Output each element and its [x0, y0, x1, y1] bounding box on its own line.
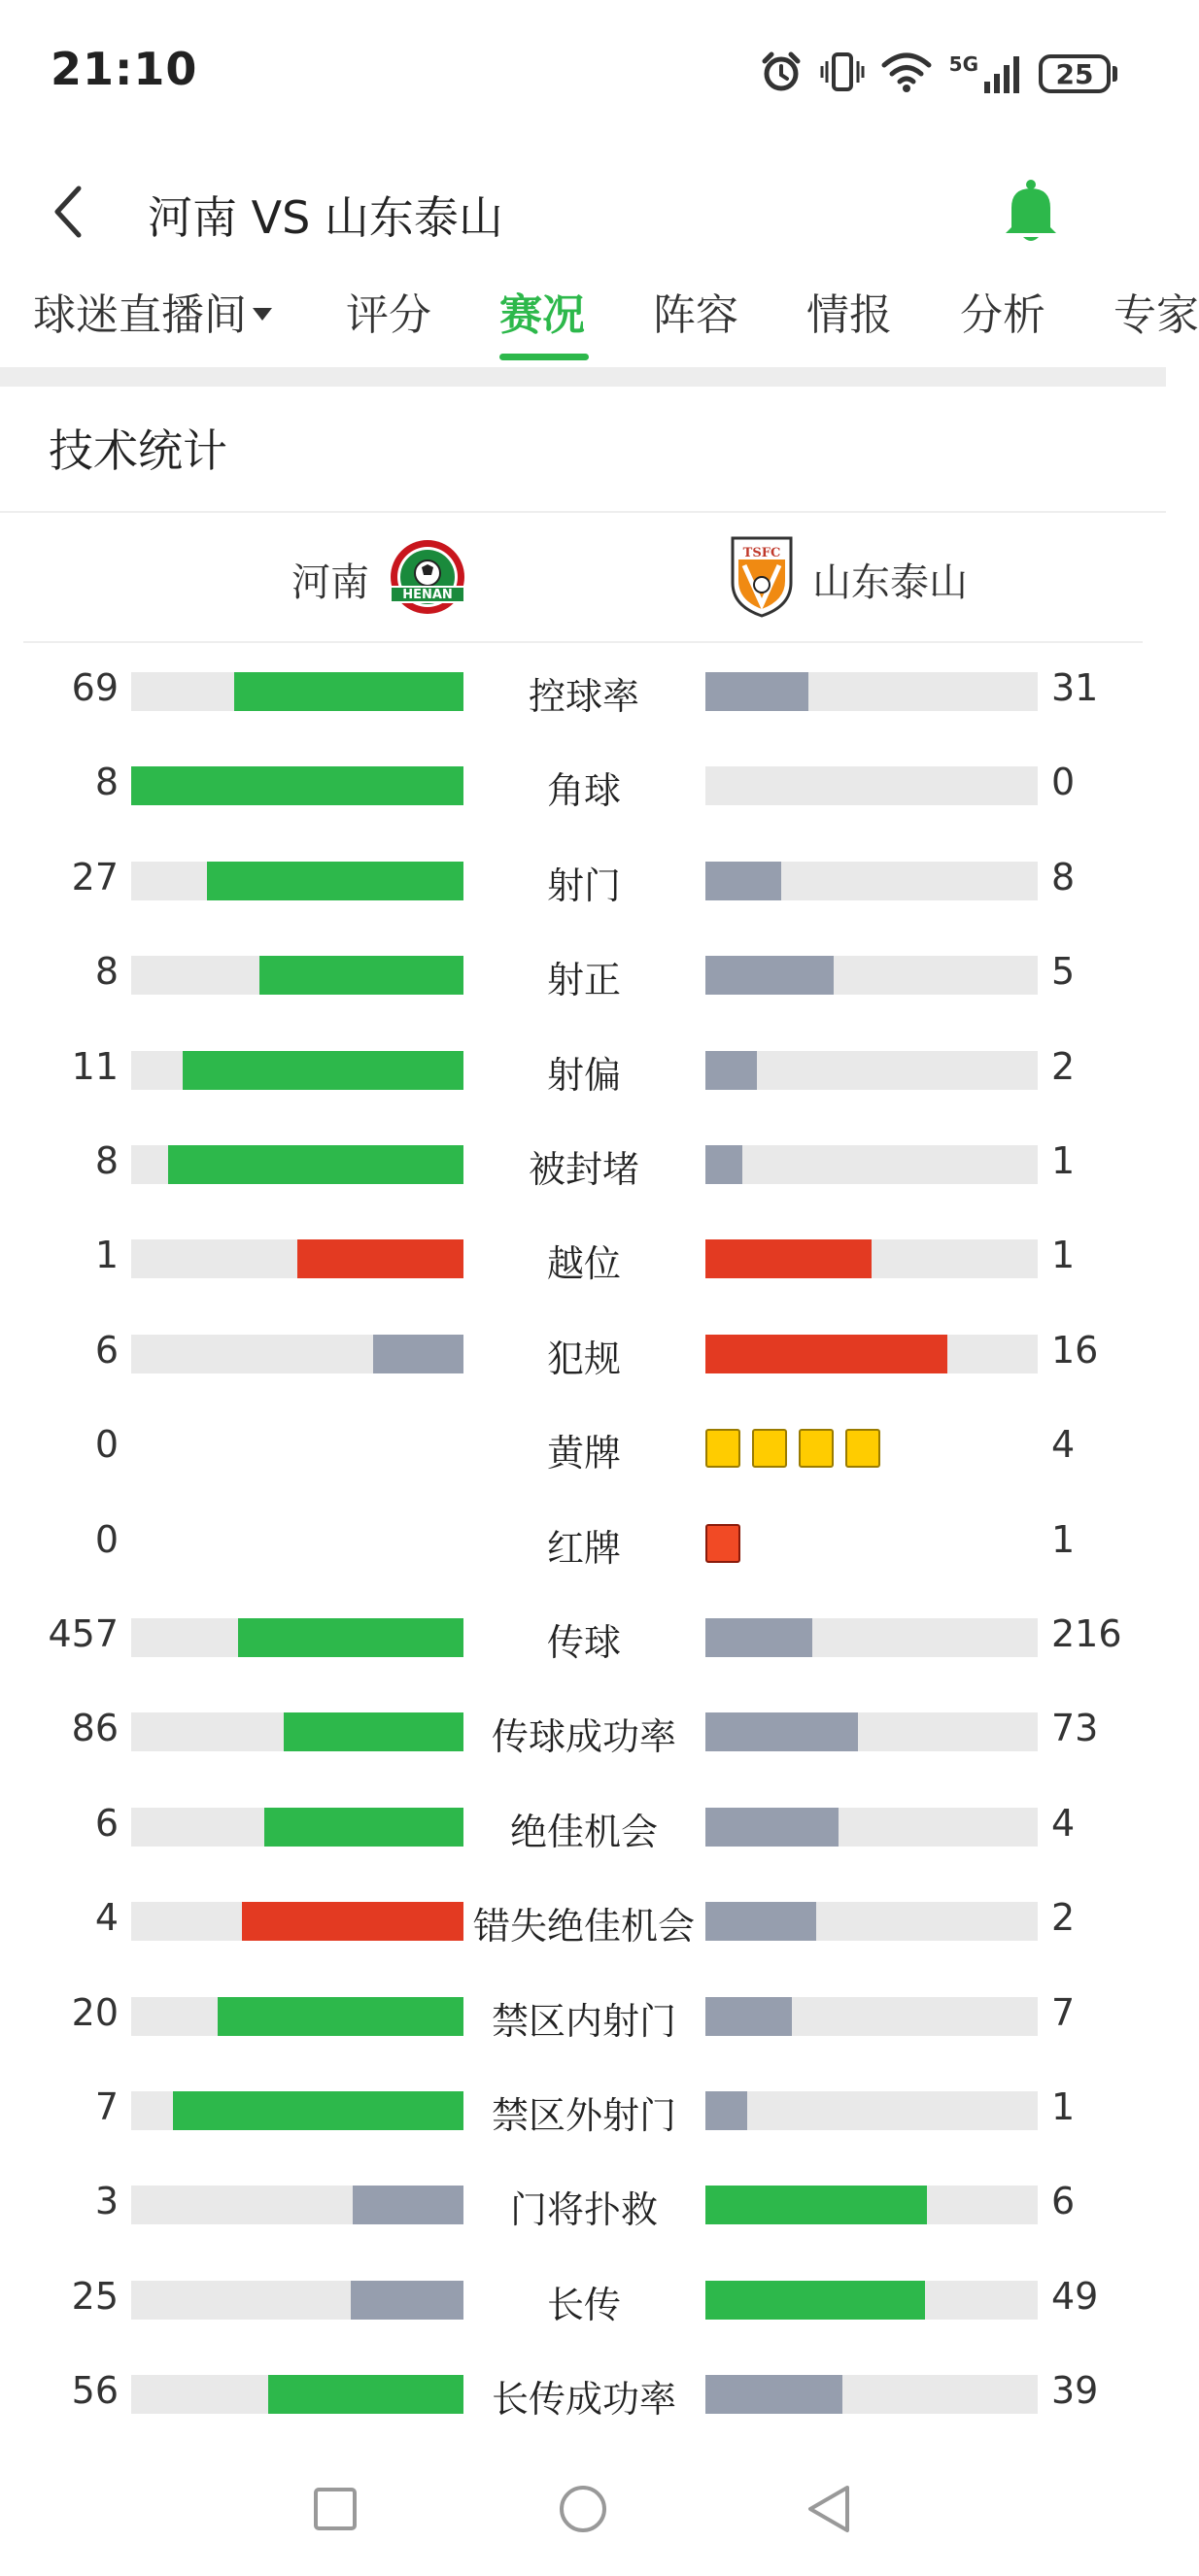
away-bar-fill [705, 2091, 747, 2130]
away-value: 1 [1051, 1517, 1076, 1561]
home-team-name: 河南 [291, 559, 369, 605]
tab-bar [0, 260, 1199, 367]
home-bar-track [131, 2281, 463, 2320]
home-value: 8 [94, 761, 119, 804]
tab-match-status[interactable]: 赛况 [499, 290, 585, 340]
away-bar-fill [705, 2281, 925, 2320]
away-bar-fill [705, 1239, 872, 1278]
divider [0, 511, 1166, 513]
stat-label: 犯规 [546, 1337, 621, 1380]
away-value: 49 [1051, 2274, 1099, 2318]
stat-row [0, 1873, 1166, 1966]
home-team-header [291, 540, 466, 618]
stat-label: 绝佳机会 [509, 1810, 658, 1853]
away-bar-fill [705, 672, 808, 711]
away-value: 2 [1051, 1044, 1076, 1088]
yellow-card-icon [705, 1429, 740, 1468]
away-value: 2 [1051, 1896, 1076, 1940]
stat-label: 黄牌 [546, 1432, 621, 1475]
home-bar-track [131, 1335, 463, 1373]
bell-icon [1002, 179, 1060, 249]
stat-label: 射偏 [546, 1053, 621, 1097]
stat-label: 错失绝佳机会 [472, 1905, 695, 1949]
tab-label: 球迷直播间 [33, 290, 247, 340]
battery-level: 25 [1039, 54, 1111, 93]
away-value: 8 [1051, 855, 1076, 898]
home-bar-fill [131, 766, 463, 805]
away-bar-fill [705, 1997, 792, 2036]
stat-row [0, 737, 1166, 830]
away-cards [705, 1524, 740, 1563]
away-bar-fill [705, 862, 781, 900]
stat-row [0, 1210, 1166, 1304]
home-bar-fill [242, 1902, 463, 1941]
status-bar [0, 0, 1166, 146]
home-bar-track [131, 1808, 463, 1847]
chevron-left-icon [51, 185, 85, 243]
away-bar-track [705, 1145, 1038, 1184]
away-value: 4 [1051, 1423, 1076, 1467]
away-team-header [731, 536, 968, 622]
home-bar-track [131, 2186, 463, 2224]
away-value: 6 [1051, 2180, 1076, 2223]
page-title: 河南 VS 山东泰山 [148, 191, 503, 244]
yellow-card-icon [845, 1429, 880, 1468]
tab-lineup[interactable]: 阵容 [653, 290, 738, 340]
recent-apps-button[interactable] [301, 2477, 369, 2545]
stat-row [0, 1022, 1166, 1115]
away-team-name: 山东泰山 [812, 559, 968, 605]
home-bar-track [131, 672, 463, 711]
away-value: 7 [1051, 1990, 1076, 2034]
home-bar-track [131, 1712, 463, 1751]
home-value: 56 [71, 2369, 119, 2413]
stat-row [0, 1968, 1166, 2061]
home-bar-fill [259, 956, 463, 995]
active-tab-indicator [499, 354, 589, 360]
away-bar-track [705, 2375, 1038, 2414]
home-bar-fill [183, 1051, 463, 1090]
stat-row [0, 1495, 1166, 1588]
tab-fan-live[interactable] [33, 280, 272, 342]
stat-label: 控球率 [528, 675, 639, 718]
stat-row [0, 1116, 1166, 1209]
away-bar-fill [705, 2186, 927, 2224]
home-bar-track [131, 1902, 463, 1941]
away-bar-fill [705, 2375, 842, 2414]
away-bar-track [705, 1618, 1038, 1657]
home-bar-track [131, 1618, 463, 1657]
home-value: 0 [94, 1423, 119, 1467]
home-bar-track [131, 862, 463, 900]
away-bar-fill [705, 1145, 742, 1184]
home-bar-track [131, 2375, 463, 2414]
stat-label: 传球 [546, 1621, 621, 1664]
stat-label: 射门 [546, 864, 621, 907]
home-bar-track [131, 1051, 463, 1090]
stat-row [0, 2156, 1166, 2250]
away-bar-track [705, 862, 1038, 900]
stat-row [0, 832, 1166, 926]
away-bar-track [705, 1902, 1038, 1941]
home-value: 69 [71, 666, 119, 709]
away-value: 1 [1051, 2085, 1076, 2128]
home-value: 6 [94, 1801, 119, 1845]
stat-label: 射正 [546, 959, 621, 1002]
away-value: 1 [1051, 1234, 1076, 1277]
home-button[interactable] [549, 2477, 617, 2545]
away-cards [705, 1429, 880, 1468]
stat-row [0, 1683, 1166, 1777]
home-bar-fill [353, 2186, 463, 2224]
henan-logo [389, 538, 466, 620]
away-value: 73 [1051, 1707, 1099, 1750]
home-bar-track [131, 1997, 463, 2036]
section-title: 技术统计 [49, 424, 227, 477]
home-value: 457 [48, 1612, 119, 1655]
tsfc-logo-text: TSFC [742, 546, 781, 560]
tab-analysis[interactable]: 分析 [960, 290, 1045, 340]
away-bar-track [705, 2091, 1038, 2130]
home-bar-fill [238, 1618, 463, 1657]
away-value: 216 [1051, 1612, 1122, 1655]
away-value: 39 [1051, 2369, 1099, 2413]
away-bar-fill [705, 1712, 858, 1751]
stat-label: 红牌 [546, 1526, 621, 1570]
away-bar-fill [705, 1618, 812, 1657]
stat-row [0, 927, 1166, 1020]
section-divider [0, 367, 1166, 387]
away-value: 16 [1051, 1328, 1099, 1372]
home-bar-track [131, 766, 463, 805]
away-value: 1 [1051, 1139, 1076, 1182]
alarm-icon [759, 50, 804, 98]
away-bar-track [705, 1335, 1038, 1373]
home-value: 4 [94, 1896, 119, 1940]
stat-label: 门将扑救 [509, 2188, 658, 2232]
stat-label: 被封堵 [528, 1148, 639, 1191]
home-bar-fill [268, 2375, 463, 2414]
tab-intel[interactable]: 情报 [806, 290, 892, 340]
home-bar-fill [264, 1808, 463, 1847]
away-value: 5 [1051, 950, 1076, 994]
away-bar-fill [705, 1051, 757, 1090]
home-value: 3 [94, 2180, 119, 2223]
stat-label: 越位 [546, 1242, 621, 1286]
home-value: 27 [71, 855, 119, 898]
caret-down-icon [253, 308, 272, 321]
away-value: 0 [1051, 761, 1076, 804]
home-bar-fill [234, 672, 463, 711]
home-value: 6 [94, 1328, 119, 1372]
stat-label: 禁区内射门 [491, 1999, 676, 2043]
stat-label: 传球成功率 [491, 1715, 676, 1759]
away-value: 31 [1051, 666, 1099, 709]
stat-row [0, 1779, 1166, 1872]
away-bar-track [705, 2281, 1038, 2320]
home-value: 11 [71, 1044, 119, 1088]
wifi-icon [881, 50, 932, 98]
home-bar-fill [168, 1145, 463, 1184]
home-bar-track [131, 1239, 463, 1278]
status-icons [759, 45, 1117, 103]
home-bar-track [131, 2091, 463, 2130]
home-value: 86 [71, 1707, 119, 1750]
stat-row [0, 2252, 1166, 2345]
home-bar-fill [351, 2281, 463, 2320]
away-bar-track [705, 1239, 1038, 1278]
away-bar-track [705, 1997, 1038, 2036]
stat-label: 长传成功率 [491, 2378, 676, 2422]
away-bar-track [705, 2186, 1038, 2224]
back-nav-button[interactable] [795, 2477, 863, 2545]
home-bar-fill [207, 862, 463, 900]
stat-row [0, 2062, 1166, 2155]
away-value: 4 [1051, 1801, 1076, 1845]
stat-label: 长传 [546, 2283, 621, 2326]
system-nav-bar [0, 2448, 1166, 2576]
home-bar-fill [297, 1239, 463, 1278]
stat-label: 角球 [546, 769, 621, 813]
home-value: 8 [94, 950, 119, 994]
away-bar-track [705, 1051, 1038, 1090]
stat-row [0, 643, 1166, 736]
home-bar-fill [284, 1712, 463, 1751]
network-label: 5G [948, 52, 978, 76]
battery-icon [1039, 54, 1117, 93]
stat-row [0, 1305, 1166, 1399]
yellow-card-icon [799, 1429, 834, 1468]
away-bar-track [705, 672, 1038, 711]
stat-row [0, 2346, 1166, 2439]
home-bar-fill [373, 1335, 463, 1373]
red-card-icon [705, 1524, 740, 1563]
home-icon [557, 2483, 609, 2539]
home-value: 0 [94, 1517, 119, 1561]
5g-signal-icon [949, 54, 1021, 93]
tab-rating[interactable]: 评分 [346, 290, 431, 340]
stat-row [0, 1589, 1166, 1682]
tab-expert[interactable]: 专家 [1113, 290, 1199, 340]
stat-label: 禁区外射门 [491, 2094, 676, 2137]
yellow-card-icon [752, 1429, 787, 1468]
away-bar-track [705, 1712, 1038, 1751]
away-bar-fill [705, 956, 834, 995]
home-bar-fill [173, 2091, 463, 2130]
away-bar-fill [705, 1808, 839, 1847]
home-value: 7 [94, 2085, 119, 2128]
home-value: 25 [71, 2274, 119, 2318]
vibrate-icon [821, 50, 864, 98]
recent-apps-icon [311, 2485, 360, 2537]
home-bar-track [131, 956, 463, 995]
away-bar-fill [705, 1902, 816, 1941]
henan-logo-text: HENAN [402, 588, 453, 602]
status-time: 21:10 [51, 43, 198, 95]
home-bar-track [131, 1145, 463, 1184]
home-bar-fill [218, 1997, 463, 2036]
home-value: 20 [71, 1990, 119, 2034]
away-bar-track [705, 766, 1038, 805]
back-icon [805, 2483, 853, 2539]
away-bar-track [705, 1808, 1038, 1847]
away-bar-track [705, 956, 1038, 995]
stat-row [0, 1400, 1166, 1493]
notification-button[interactable] [997, 175, 1065, 253]
away-bar-fill [705, 1335, 947, 1373]
back-button[interactable] [39, 175, 97, 253]
home-value: 8 [94, 1139, 119, 1182]
home-value: 1 [94, 1234, 119, 1277]
tsfc-logo [731, 536, 793, 622]
